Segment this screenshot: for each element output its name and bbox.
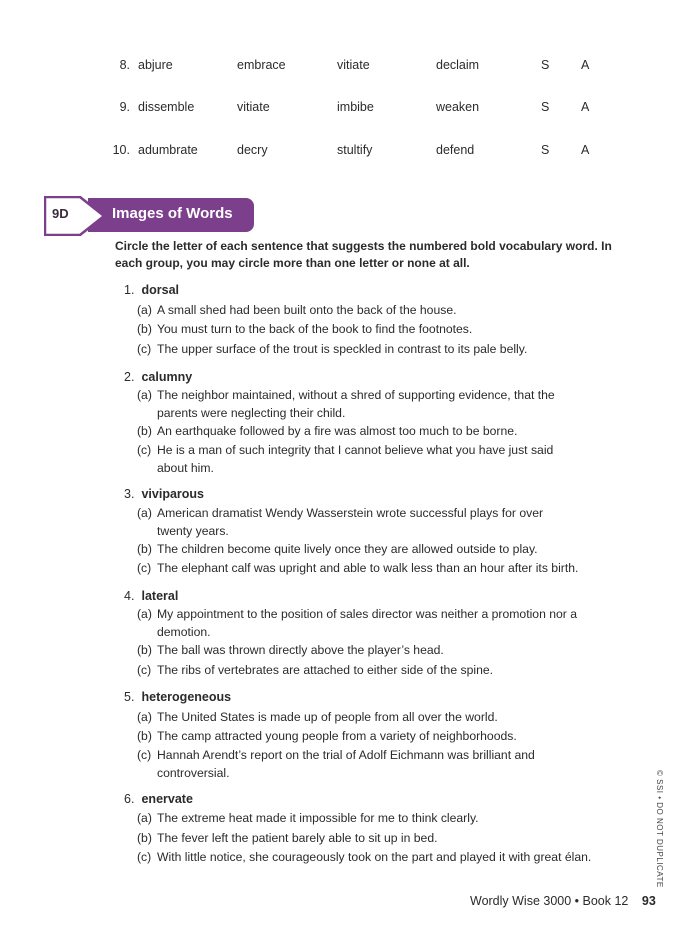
option-letter[interactable]: (b): [137, 542, 152, 556]
option-text: The upper surface of the trout is speckled in contrast to its pale belly.: [157, 342, 528, 356]
choice-word: defend: [436, 143, 475, 157]
row-number: 10.: [112, 143, 130, 157]
choice-word: embrace: [237, 58, 286, 72]
option-text: A small shed had been built onto the back of the house.: [157, 303, 457, 317]
question-number: 2.: [124, 370, 135, 384]
option-text: The ribs of vertebrates are attached to either side of the spine.: [157, 663, 494, 677]
option-text: American dramatist Wendy Wasserstein wrote successful plays for over twenty years.: [157, 506, 544, 538]
option-text: My appointment to the position of sales director was neither a promotion nor a demotion.: [157, 607, 578, 639]
option-letter[interactable]: (a): [137, 303, 152, 317]
instructions: Circle the letter of each sentence that suggests the numbered bold vocabulary word. In each group, you may circle more than one letter or none at all.: [115, 239, 612, 270]
option-text: The United States is made up of people from all over the world.: [157, 710, 498, 724]
row-word: abjure: [138, 58, 173, 72]
question-heading: [124, 792, 193, 806]
choice-word: declaim: [436, 58, 480, 72]
option-letter[interactable]: (c): [137, 748, 152, 762]
row-word: dissemble: [138, 100, 195, 114]
option-letter[interactable]: (a): [137, 811, 152, 825]
row-number: 9.: [119, 100, 130, 114]
synonym-letter[interactable]: S: [541, 58, 550, 72]
synonym-row: [0, 100, 694, 120]
choice-word: vitiate: [337, 58, 370, 72]
vocab-word: calumny: [141, 370, 193, 384]
section-banner: [44, 196, 256, 236]
book-title: Wordly Wise 3000 • Book 12: [470, 894, 629, 908]
vocab-word: viviparous: [141, 487, 205, 501]
option-letter[interactable]: (c): [137, 443, 152, 457]
choice-word: stultify: [337, 143, 373, 157]
question-number: 3.: [124, 487, 135, 501]
option-text: You must turn to the back of the book to find the footnotes.: [157, 322, 473, 336]
synonym-letter[interactable]: S: [541, 100, 550, 114]
question-heading: [124, 487, 204, 501]
option-text: The children become quite lively once they are allowed outside to play.: [157, 542, 538, 556]
option-text: Hannah Arendt’s report on the trial of Adolf Eichmann was brilliant and controversial.: [157, 748, 535, 780]
section-code: 9D: [52, 206, 69, 221]
row-number: 8.: [119, 58, 130, 72]
option-letter[interactable]: (a): [137, 607, 152, 621]
option-letter[interactable]: (a): [137, 388, 152, 402]
option-text: The extreme heat made it impossible for me to think clearly.: [157, 811, 479, 825]
row-word: adumbrate: [138, 143, 198, 157]
option-letter[interactable]: (b): [137, 322, 152, 336]
option-letter[interactable]: (a): [137, 710, 152, 724]
vocab-word: dorsal: [141, 283, 179, 297]
page-footer: [470, 894, 656, 908]
vocab-word: enervate: [141, 792, 193, 806]
option-letter[interactable]: (b): [137, 729, 152, 743]
option-letter[interactable]: (c): [137, 342, 152, 356]
option-text: He is a man of such integrity that I cannot believe what you have just said about him.: [157, 443, 554, 475]
option-letter[interactable]: (b): [137, 643, 152, 657]
choice-word: decry: [237, 143, 268, 157]
option-letter[interactable]: (c): [137, 850, 152, 864]
copyright-note: © SSI • DO NOT DUPLICATE: [655, 770, 664, 888]
question-heading: [124, 589, 178, 603]
choice-word: vitiate: [237, 100, 270, 114]
question-number: 5.: [124, 690, 135, 704]
option-text: The camp attracted young people from a variety of neighborhoods.: [157, 729, 517, 743]
option-letter[interactable]: (c): [137, 561, 152, 575]
option-letter[interactable]: (b): [137, 424, 152, 438]
page-number: 93: [641, 894, 656, 908]
choice-word: imbibe: [337, 100, 374, 114]
antonym-letter[interactable]: A: [581, 143, 590, 157]
section-title: Images of Words: [112, 205, 233, 222]
question-heading: [124, 370, 192, 384]
option-text: The fever left the patient barely able to sit up in bed.: [157, 831, 438, 845]
synonym-row: [0, 58, 694, 78]
antonym-letter[interactable]: A: [581, 100, 590, 114]
option-text: An earthquake followed by a fire was almost too much to be borne.: [157, 424, 518, 438]
choice-word: weaken: [436, 100, 480, 114]
option-letter[interactable]: (a): [137, 506, 152, 520]
question-heading: [124, 283, 179, 297]
antonym-letter[interactable]: A: [581, 58, 590, 72]
vocab-word: heterogeneous: [141, 690, 232, 704]
synonym-row: [0, 143, 694, 163]
question-number: 6.: [124, 792, 135, 806]
question-number: 1.: [124, 283, 135, 297]
option-text: The neighbor maintained, without a shred of supporting evidence, that the parents were neglecting their child.: [157, 388, 555, 420]
synonym-letter[interactable]: S: [541, 143, 550, 157]
option-text: The elephant calf was upright and able to walk less than an hour after its birth.: [157, 561, 579, 575]
question-heading: [124, 690, 231, 704]
option-text: With little notice, she courageously took on the part and played it with great élan.: [157, 850, 592, 864]
question-number: 4.: [124, 589, 135, 603]
option-text: The ball was thrown directly above the player’s head.: [157, 643, 444, 657]
option-letter[interactable]: (c): [137, 663, 152, 677]
vocab-word: lateral: [141, 589, 179, 603]
option-letter[interactable]: (b): [137, 831, 152, 845]
